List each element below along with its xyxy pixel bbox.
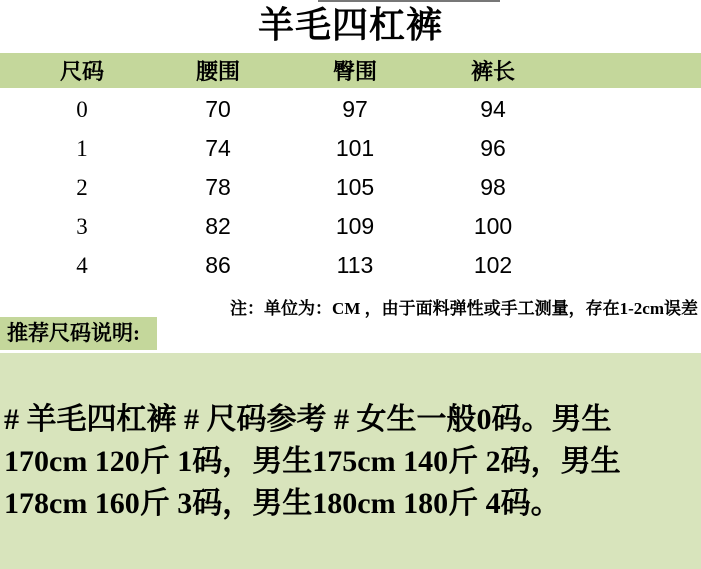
page-title: 羊毛四杠裤 xyxy=(257,5,443,45)
recommend-text-line: # 羊毛四杠裤 # 尺码参考 # 女生一般0码。男生 xyxy=(4,403,612,436)
measurement-note: 注：单位为：CM ，由于面料弹性或手工测量，存在1-2cm误差 xyxy=(230,299,698,318)
recommend-text-line: 170cm 120斤 1码，男生175cm 140斤 2码，男生 xyxy=(4,445,621,478)
recommend-size-text xyxy=(0,353,701,525)
table-row xyxy=(0,129,701,168)
size-table-header-row xyxy=(0,53,701,88)
table-row xyxy=(0,168,701,207)
cell-waist: 74 xyxy=(205,135,231,161)
cell-waist: 70 xyxy=(205,96,231,122)
cell-size: 4 xyxy=(76,252,88,278)
cell-waist: 82 xyxy=(205,213,231,239)
header-cell-length: 裤长 xyxy=(470,59,515,84)
cell-length: 100 xyxy=(473,213,513,239)
cell-length: 94 xyxy=(480,96,506,122)
cell-hip: 101 xyxy=(335,135,375,161)
recommend-size-label: 推荐尺码说明: xyxy=(0,317,157,350)
cell-hip: 109 xyxy=(335,213,375,239)
cell-hip: 97 xyxy=(342,96,368,122)
cell-hip: 105 xyxy=(335,174,375,200)
header-cell-waist: 腰围 xyxy=(195,59,240,84)
header-cell-size: 尺码 xyxy=(59,59,104,84)
table-row xyxy=(0,207,701,246)
header-cell-hip: 臀围 xyxy=(332,59,377,84)
recommend-size-panel xyxy=(0,353,701,569)
table-row xyxy=(0,246,701,285)
cell-waist: 78 xyxy=(205,174,231,200)
cell-length: 102 xyxy=(473,252,513,278)
recommend-text-line: 178cm 160斤 3码，男生180cm 180斤 4码。 xyxy=(4,487,561,520)
cell-length: 96 xyxy=(480,135,506,161)
size-table-body xyxy=(0,90,701,285)
cell-size: 2 xyxy=(76,174,88,200)
cell-length: 98 xyxy=(480,174,506,200)
cell-hip: 113 xyxy=(336,252,374,278)
cell-waist: 86 xyxy=(205,252,231,278)
cell-size: 1 xyxy=(76,135,88,161)
cell-size: 3 xyxy=(76,213,88,239)
cell-size: 0 xyxy=(76,96,88,122)
table-row xyxy=(0,90,701,129)
